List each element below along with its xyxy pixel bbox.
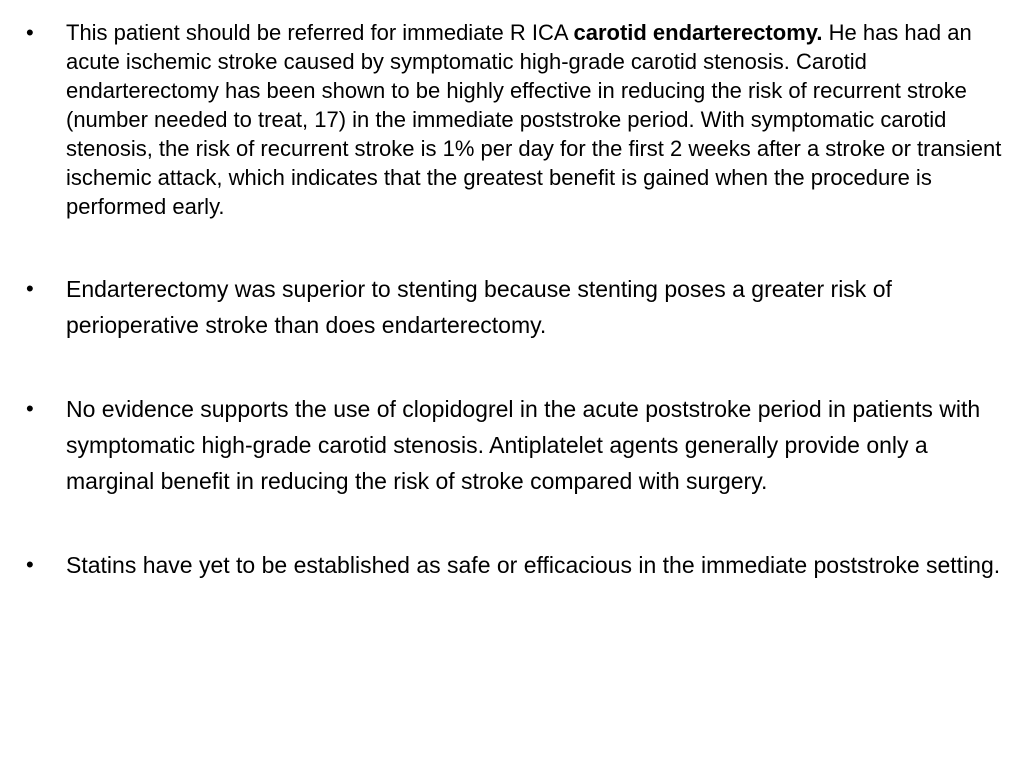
- bullet-item-endarterectomy-referral: [26, 18, 1004, 221]
- bullet-item-clopidogrel: [26, 391, 1004, 499]
- bullet-text-rest: He has had an acute ischemic stroke caused by symptomatic high-grade carotid stenosis. Carotid endarterectomy has been shown to be highly effective in reducing the risk of recurrent stroke (number needed to treat, 17) in the immediate poststroke period. With symptomatic carotid stenosis, the risk of recurrent stroke is 1% per day for the first 2 weeks after a stroke or transient ischemic attack, which indicates that the greatest benefit is gained when the procedure is performed early.: [66, 20, 1002, 219]
- bullet-text: No evidence supports the use of clopidogrel in the acute poststroke period in patients with symptomatic high-grade carotid stenosis. Antiplatelet agents generally provide only a marginal benefit in reducing the risk of stroke compared with surgery.: [66, 396, 981, 494]
- bullet-item-statins: [26, 547, 1004, 583]
- bullet-text-lead: This patient should be referred for immediate R ICA: [66, 20, 574, 45]
- bullet-marker: •: [26, 276, 34, 301]
- bullet-list: [26, 18, 1004, 583]
- bullet-text: Endarterectomy was superior to stenting because stenting poses a greater risk of perioperative stroke than does endarterectomy.: [66, 276, 892, 338]
- bullet-marker: •: [26, 552, 34, 577]
- bullet-text-bold: carotid endarterectomy.: [573, 20, 823, 45]
- bullet-marker: •: [26, 396, 34, 421]
- bullet-item-stenting: [26, 271, 1004, 343]
- bullet-text: Statins have yet to be established as safe or efficacious in the immediate poststroke setting.: [66, 552, 1001, 578]
- bullet-marker: •: [26, 20, 34, 45]
